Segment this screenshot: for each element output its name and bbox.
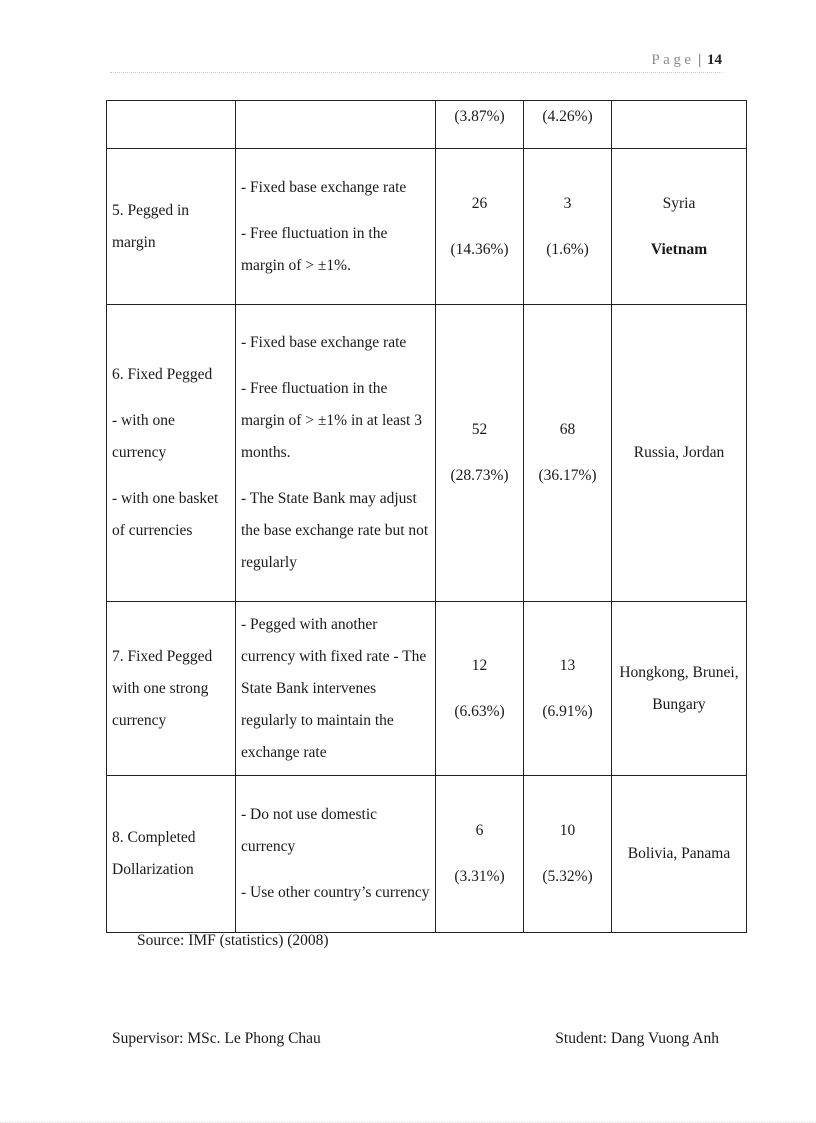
count-cell <box>436 149 524 305</box>
percent-value: (28.73%) <box>450 467 509 484</box>
table-cell <box>107 101 236 149</box>
source-note: Source: IMF (statistics) (2008) <box>137 932 329 949</box>
count-cell <box>524 149 612 305</box>
category-text: - with one currency <box>112 412 175 461</box>
count-value: 10 <box>559 822 576 839</box>
description-text: - Fixed base exchange rate <box>241 334 407 351</box>
table-row <box>107 305 747 602</box>
percent-value: (14.36%) <box>450 240 509 258</box>
category-text: - with one basket of currencies <box>112 490 219 539</box>
count-cell <box>524 305 612 602</box>
example-cell <box>612 305 747 602</box>
page-header <box>110 52 722 73</box>
table-row <box>107 776 747 933</box>
category-text: 6. Fixed Pegged <box>112 366 213 383</box>
page-separator: | <box>698 52 702 68</box>
description-text: - Free fluctuation in the margin of > ±1% in at least 3 months. <box>241 380 422 461</box>
description-cell <box>236 602 436 776</box>
table-row <box>107 149 747 305</box>
table-row <box>107 602 747 776</box>
percent-value: (6.63%) <box>454 702 505 720</box>
table-cell: (3.87%) <box>436 101 524 149</box>
count-value: 52 <box>471 421 488 438</box>
example-country: Hongkong, Brunei, Bungary <box>619 663 739 713</box>
percent-value: (3.31%) <box>454 868 505 885</box>
example-country: Russia, Jordan <box>633 444 725 461</box>
count-value: 3 <box>563 194 572 212</box>
category-cell <box>107 602 236 776</box>
student-text: Student: Dang Vuong Anh <box>555 1030 719 1047</box>
category-cell <box>107 149 236 305</box>
count-value: 13 <box>559 656 576 674</box>
supervisor-text: Supervisor: MSc. Le Phong Chau <box>112 1030 321 1047</box>
percent-value: (5.32%) <box>542 868 593 885</box>
description-cell <box>236 776 436 933</box>
category-text: 5. Pegged in margin <box>112 201 190 251</box>
count-value: 26 <box>471 194 488 212</box>
category-cell <box>107 305 236 602</box>
example-country: Bolivia, Panama <box>627 845 731 862</box>
percent-value: (36.17%) <box>538 467 597 484</box>
table-row <box>107 101 747 149</box>
page-number: 14 <box>707 52 722 68</box>
count-value: 12 <box>471 656 488 674</box>
count-value: 68 <box>559 421 576 438</box>
description-text: - Do not use domestic currency <box>241 806 378 855</box>
count-cell <box>436 602 524 776</box>
percent-value: (1.6%) <box>546 240 589 258</box>
page-indicator <box>651 52 722 69</box>
table-cell <box>612 101 747 149</box>
description-text: - Fixed base exchange rate <box>241 178 407 196</box>
table-cell: (4.26%) <box>524 101 612 149</box>
count-cell <box>524 776 612 933</box>
percent-value: (6.91%) <box>542 702 593 720</box>
description-cell <box>236 305 436 602</box>
description-text: - The State Bank may adjust the base exchange rate but not regularly <box>241 490 429 571</box>
page-label: Page <box>651 52 695 68</box>
category-text: 8. Completed Dollarization <box>112 829 196 878</box>
description-text: - Use other country’s currency <box>241 884 430 901</box>
category-text: 7. Fixed Pegged with one strong currency <box>112 647 213 729</box>
count-cell <box>436 776 524 933</box>
example-cell <box>612 776 747 933</box>
example-country-highlight: Vietnam <box>650 240 708 258</box>
description-cell <box>236 149 436 305</box>
example-cell <box>612 149 747 305</box>
example-cell <box>612 602 747 776</box>
example-country: Syria <box>662 194 696 212</box>
category-cell <box>107 776 236 933</box>
count-value: 6 <box>475 822 484 839</box>
count-cell <box>436 305 524 602</box>
description-text: - Free fluctuation in the margin of > ±1%. <box>241 224 388 274</box>
exchange-regime-table <box>106 100 747 933</box>
table-cell <box>236 101 436 149</box>
count-cell <box>524 602 612 776</box>
description-text: - Pegged with another currency with fixed rate - The State Bank intervenes regularly to maintain the exchange rate <box>241 615 427 761</box>
